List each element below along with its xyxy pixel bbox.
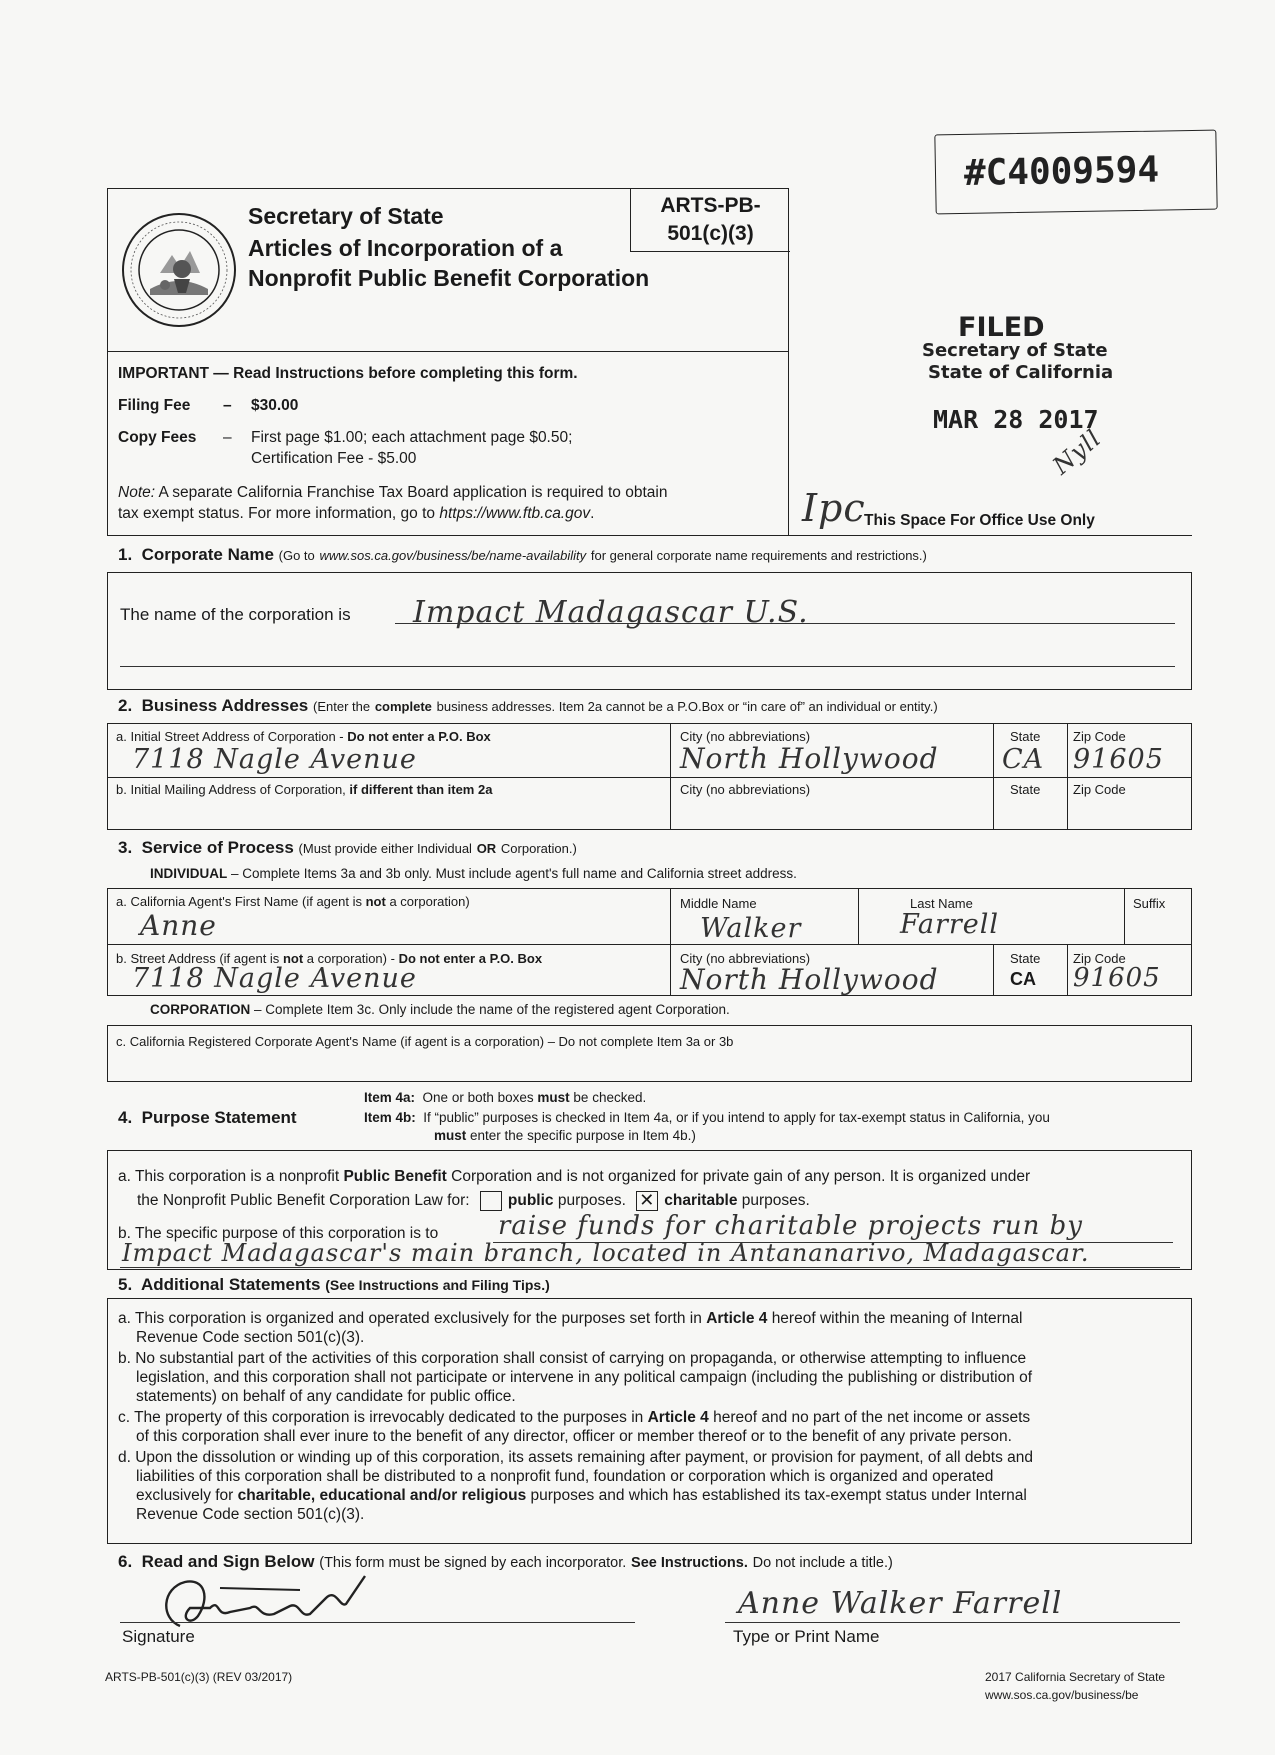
important-text: Read Instructions before completing this form. (233, 365, 578, 382)
section-3-heading (118, 838, 577, 858)
section-2-box (107, 723, 1192, 830)
individual-label: INDIVIDUAL (150, 866, 228, 881)
agent-street-label-mid: a corporation) - (306, 951, 395, 966)
item-4a-end: be checked. (573, 1090, 647, 1105)
copy-fees-line1: First page $1.00; each attachment page $0.50; (251, 429, 573, 446)
agent-state-label: State (1010, 951, 1041, 966)
agent-first-label (116, 894, 470, 909)
form-code-box (630, 188, 790, 252)
section-6-note-a: (This form must be signed by each incorporator. (319, 1555, 627, 1571)
corporation-text: – Complete Item 3c. Only include the name of the registered agent Corporation. (254, 1002, 730, 1017)
section-3-title: Service of Process (141, 838, 294, 857)
agent-zip-label: Zip Code (1073, 951, 1126, 966)
statement-c-bold: Article 4 (647, 1409, 709, 1426)
header-divider (108, 351, 788, 352)
footer-website[interactable]: www.sos.ca.gov/business/be (985, 1688, 1139, 1702)
registered-agent-label: c. California Registered Corporate Agent's Name (if agent is a corporation) – Do not complete Item 3a or 3b (116, 1034, 734, 1049)
ftb-link[interactable]: https://www.ftb.ca.gov (439, 505, 591, 522)
public-purposes-checkbox[interactable] (480, 1191, 502, 1211)
statement-d-1: d. Upon the dissolution or winding up of this corporation, its assets remaining after payment, or provision for payment, of all debts and (118, 1449, 1033, 1466)
statement-a (118, 1309, 1183, 1347)
agent-street-label-bold1: not (282, 951, 304, 966)
section-6-number: 6. (118, 1552, 133, 1571)
form-title-line2: Nonprofit Public Benefit Corporation (248, 265, 650, 291)
print-name-value[interactable]: Anne Walker Farrell (738, 1586, 1063, 1621)
section-3-note-bold: OR (476, 841, 497, 856)
item-4b-end: enter the specific purpose in Item 4b.) (470, 1128, 696, 1143)
important-line (118, 365, 578, 383)
statement-a-bold: Article 4 (706, 1310, 768, 1327)
copy-fees-line2: Certification Fee - $5.00 (251, 450, 417, 467)
stamp-date: MAR 28 2017 (933, 405, 1099, 434)
purpose-4a-line2 (137, 1191, 810, 1211)
statement-b (118, 1349, 1183, 1406)
section-4-number: 4. (118, 1108, 133, 1127)
section-2-heading (118, 696, 938, 716)
street-2a-label (116, 729, 491, 744)
filing-fee-line (118, 397, 298, 415)
footer-form-revision: ARTS-PB-501(c)(3) (REV 03/2017) (105, 1670, 293, 1684)
item-4b-label: Item 4b: (364, 1110, 416, 1125)
stamp-sos: Secretary of State (922, 340, 1108, 361)
statement-c (118, 1408, 1183, 1446)
filed-stamp: FILED (958, 312, 1045, 343)
purpose-4a-text1: a. This corporation is a nonprofit (118, 1168, 340, 1185)
statement-a-2: hereof within the meaning of Internal (771, 1310, 1023, 1327)
zip-2a-value[interactable]: 91605 (1073, 744, 1164, 775)
agent-zip-value[interactable]: 91605 (1073, 963, 1161, 993)
section-5-box (107, 1298, 1192, 1544)
section-3c-box (107, 1025, 1192, 1082)
copy-fees-dash: – (223, 429, 232, 446)
agent-street-value[interactable]: 7118 Nagle Avenue (132, 963, 417, 994)
statement-a-1: a. This corporation is organized and operated exclusively for the purposes set forth in (118, 1310, 702, 1327)
suffix-label: Suffix (1133, 896, 1166, 911)
office-divider (789, 535, 1192, 536)
section-1-number: 1. (118, 545, 133, 564)
section-3-number: 3. (118, 838, 133, 857)
purpose-4a-text2: Corporation and is not organized for private gain of any person. It is organized under (451, 1168, 1031, 1185)
checkmark-x-icon: ✕ (639, 1190, 655, 1210)
section-3-note-a: (Must provide either Individual (298, 841, 472, 856)
agent-first-value[interactable]: Anne (140, 909, 217, 942)
mailing-2b-label-text: b. Initial Mailing Address of Corporation, (116, 782, 346, 797)
section-6-note-b: Do not include a title.) (752, 1555, 893, 1571)
stamp-state: State of California (928, 362, 1114, 383)
signature-line (120, 1622, 635, 1623)
section-4-box (107, 1150, 1192, 1270)
corp-name-line (395, 623, 1175, 624)
zip-2b-label: Zip Code (1073, 782, 1126, 797)
statement-b-2: legislation, and this corporation shall not participate or intervene in any political campaign (including the publishing or distribution of (136, 1369, 1033, 1386)
statement-b-3: statements) on behalf of any candidate for public office. (136, 1388, 516, 1405)
item-4a-label: Item 4a: (364, 1090, 416, 1105)
individual-text: – Complete Items 3a and 3b only. Must include agent's full name and California street address. (231, 866, 797, 881)
name-availability-link[interactable]: www.sos.ca.gov/business/be/name-availability (319, 548, 587, 563)
file-number: #C4009594 (963, 149, 1160, 194)
item-4b-instruction-2 (434, 1128, 696, 1143)
statement-d-bold: charitable, educational and/or religious (237, 1487, 527, 1504)
agent-first-label-end: a corporation) (389, 894, 470, 909)
section-3-box (107, 888, 1192, 996)
middle-name-label: Middle Name (680, 896, 757, 911)
agent-last-value[interactable]: Farrell (900, 909, 1000, 940)
ipc-mark: Ipc (802, 486, 866, 530)
copy-fees-label: Copy Fees (118, 429, 197, 446)
charitable-rest: purposes. (741, 1192, 810, 1210)
street-2a-value[interactable]: 7118 Nagle Avenue (132, 744, 417, 775)
note-end: . (590, 505, 595, 522)
copy-fees-line (118, 429, 572, 447)
statement-b-1: b. No substantial part of the activities of this corporation shall consist of carrying on propaganda, or otherwise attempting to influence (118, 1350, 1027, 1367)
form-title-line1: Articles of Incorporation of a (248, 235, 563, 261)
section-4-heading (118, 1108, 297, 1128)
agent-street-label-bold2: Do not enter a P.O. Box (398, 951, 543, 966)
corp-name-line-2 (120, 666, 1175, 667)
statement-d-4: Revenue Code section 501(c)(3). (136, 1506, 365, 1523)
agent-city-value[interactable]: North Hollywood (680, 963, 939, 996)
purpose-4a-line1 (118, 1167, 1030, 1186)
print-name-line (725, 1622, 1180, 1623)
corporation-label: CORPORATION (150, 1002, 251, 1017)
state-2a-value[interactable]: CA (1002, 744, 1045, 775)
filing-fee-value: $30.00 (251, 397, 299, 414)
item-4a-text: One or both boxes (422, 1090, 534, 1105)
section-4-title: Purpose Statement (141, 1108, 297, 1127)
city-2b-label: City (no abbreviations) (680, 782, 811, 797)
street-2a-label-text: a. Initial Street Address of Corporation - (116, 729, 344, 744)
important-label: IMPORTANT — (118, 365, 229, 382)
statement-d-3b: purposes and which has established its tax-exempt status under Internal (530, 1487, 1027, 1504)
agent-city-label: City (no abbreviations) (680, 951, 811, 966)
charitable-purposes-checkbox[interactable] (636, 1191, 658, 1211)
purpose-4b-line2 (120, 1267, 1180, 1268)
state-2b-label: State (1010, 782, 1041, 797)
california-seal-icon (120, 211, 238, 329)
purpose-4b-label: b. The specific purpose of this corporation is to (118, 1225, 439, 1242)
item-4b-text: If “public” purposes is checked in Item 4a, or if you intend to apply for tax-exempt status in California, you (423, 1110, 1050, 1125)
individual-instruction (150, 866, 797, 881)
filing-fee-dash: – (223, 397, 232, 414)
section-5-title: Additional Statements (141, 1275, 321, 1294)
print-name-label: Type or Print Name (733, 1627, 880, 1646)
section-6-note-bold: See Instructions. (631, 1555, 748, 1571)
item-4b-instruction (364, 1110, 1050, 1125)
signature-label: Signature (122, 1627, 195, 1646)
section-1-title: Corporate Name (141, 545, 274, 564)
section-2-note-bold: complete (374, 699, 432, 714)
city-2a-value[interactable]: North Hollywood (680, 742, 939, 775)
file-number-box (934, 130, 1217, 215)
street-2a-label-bold: Do not enter a P.O. Box (347, 729, 491, 744)
section-1-heading (118, 545, 927, 565)
note-line2 (118, 505, 594, 523)
mailing-2b-label (116, 782, 492, 797)
filing-fee-label: Filing Fee (118, 397, 191, 414)
agent-street-label-text: b. Street Address (if agent is (116, 951, 280, 966)
office-use-label: This Space For Office Use Only (864, 512, 1095, 529)
charitable-label: charitable (664, 1192, 738, 1210)
agent-first-label-bold: not (365, 894, 386, 909)
statement-c-3: of this corporation shall ever inure to the benefit of any director, officer or member thereof or to the benefit of any private person. (136, 1428, 1012, 1445)
statement-c-1: c. The property of this corporation is irrevocably dedicated to the purposes in (118, 1409, 644, 1426)
public-label: public (507, 1192, 554, 1210)
state-2a-label: State (1010, 729, 1041, 744)
statement-d-3a: exclusively for (136, 1487, 234, 1504)
note-text1: A separate California Franchise Tax Board application is required to obtain (158, 484, 668, 501)
note-text2: tax exempt status. For more information, go to (118, 505, 436, 522)
item-4b-bold: must (434, 1128, 467, 1143)
item-4a-bold: must (537, 1090, 570, 1105)
item-4a-instruction (364, 1090, 646, 1105)
statement-c-2: hereof and no part of the net income or assets (713, 1409, 1031, 1426)
section-3-note-b: Corporation.) (500, 841, 577, 856)
statement-a-3: Revenue Code section 501(c)(3). (136, 1329, 365, 1346)
city-2a-label: City (no abbreviations) (680, 729, 811, 744)
purpose-4a-bold: Public Benefit (343, 1168, 447, 1185)
header-box (107, 188, 789, 536)
corp-name-value[interactable]: Impact Madagascar U.S. (413, 595, 809, 630)
section-2-number: 2. (118, 696, 133, 715)
corp-name-label: The name of the corporation is (120, 605, 351, 624)
corporation-instruction (150, 1002, 730, 1017)
statement-d (118, 1448, 1183, 1524)
public-rest: purposes. (557, 1192, 626, 1210)
note-line1 (118, 484, 667, 502)
section-5-note: (See Instructions and Filing Tips.) (325, 1277, 550, 1293)
section-2-title: Business Addresses (141, 696, 309, 715)
form-code-line2: 501(c)(3) (667, 222, 754, 245)
stamp-initials: Nyll (1047, 423, 1107, 481)
section-2-note-a: (Enter the (313, 699, 371, 714)
form-code-line1: ARTS-PB- (660, 194, 761, 217)
section-5-number: 5. (118, 1275, 133, 1294)
section-5-heading (118, 1275, 550, 1295)
agent-first-label-text: a. California Agent's First Name (if agent is (116, 894, 362, 909)
section-1-box (107, 572, 1192, 690)
note-label: Note: (118, 484, 156, 501)
section-1-note-b: for general corporate name requirements and restrictions.) (590, 548, 927, 563)
last-name-label: Last Name (910, 896, 973, 911)
agent-state-value[interactable]: CA (1010, 969, 1036, 989)
agency-name: Secretary of State (248, 203, 444, 229)
purpose-4b-value-1[interactable]: raise funds for charitable projects run by (498, 1211, 1083, 1241)
agent-middle-value[interactable]: Walker (700, 913, 802, 944)
purpose-4a-text3: the Nonprofit Public Benefit Corporation Law for: (137, 1192, 470, 1210)
purpose-4b-value-2[interactable]: Impact Madagascar's main branch, located in Antananarivo, Madagascar. (122, 1239, 1090, 1267)
section-6-title: Read and Sign Below (141, 1552, 315, 1571)
footer-copyright: 2017 California Secretary of State (985, 1670, 1166, 1684)
zip-2a-label: Zip Code (1073, 729, 1126, 744)
section-2-note-b: business addresses. Item 2a cannot be a P.O.Box or “in care of” an individual or entity.) (436, 699, 938, 714)
mailing-2b-label-bold: if different than item 2a (349, 782, 493, 797)
statement-d-2: liabilities of this corporation shall be distributed to a nonprofit fund, foundation or corporation which is organized and operated (136, 1468, 994, 1485)
section-1-note-a: (Go to (278, 548, 315, 563)
